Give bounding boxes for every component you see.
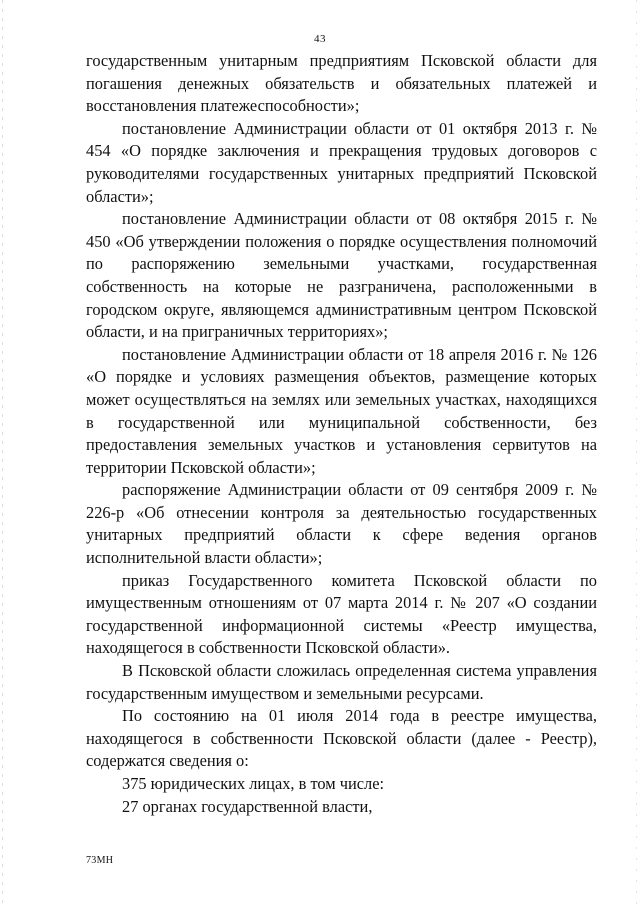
paragraph-legal-entities: 375 юридических лицах, в том числе: xyxy=(122,774,385,793)
page-number: 43 xyxy=(314,33,326,45)
paragraph-decree-450: постановление Администрации области от 08 октября 2015 г. № 450 «Об утверждении положения о порядке осуществления полномочий по распоряжению земельными участками, государственная собственность на которые не разграничена, расположенными в городском округе, являющемся административным центром Псковской области, и на приграничных территориях»; xyxy=(86,209,597,342)
paragraph-decree-126: постановление Администрации области от 18 апреля 2016 г. № 126 «О порядке и условиях размещения объектов, размещение которых может осуществляться на землях или земельных участках, находящихся в государственной или муниципальной собственности, без предоставления земельных участков и установления сервитутов на территории Псковской области»; xyxy=(86,344,597,477)
paragraph-decree-454: постановление Администрации области от 01 октября 2013 г. № 454 «О порядке заключения и прекращения трудовых договоров с руководителями государственных унитарных предприятий Псковской области»; xyxy=(86,118,597,206)
paragraph-management-system: В Псковской области сложилась определенная система управления государственным имуществом и земельными ресурсами. xyxy=(86,661,597,703)
paragraph-order-226-r: распоряжение Администрации области от 09 сентября 2009 г. № 226-р «Об отнесении контроля за деятельностью государственных унитарных предприятий области к сфере ведения органов исполнительной власти области»; xyxy=(86,480,597,568)
body-text xyxy=(86,50,597,818)
paragraph-registry-status: По состоянию на 01 июля 2014 года в реестре имущества, находящегося в собственности Псковской области (далее - Реестр), содержатся сведения о: xyxy=(86,706,597,771)
paragraph-continuation: государственным унитарным предприятиям Псковской области для погашения денежных обязательств и обязательных платежей и восстановления платежеспособности»; xyxy=(86,51,597,116)
scan-edge-right xyxy=(636,0,637,905)
footer-code: 73МН xyxy=(86,855,114,866)
scan-edge-left xyxy=(2,0,3,905)
paragraph-state-bodies: 27 органах государственной власти, xyxy=(122,796,373,816)
paragraph-order-207: приказ Государственного комитета Псковской области по имущественным отношениям от 07 марта 2014 г. № 207 «О создании государственной информационной системы «Реестр имущества, находящегося в собственности Псковской области». xyxy=(86,570,597,658)
